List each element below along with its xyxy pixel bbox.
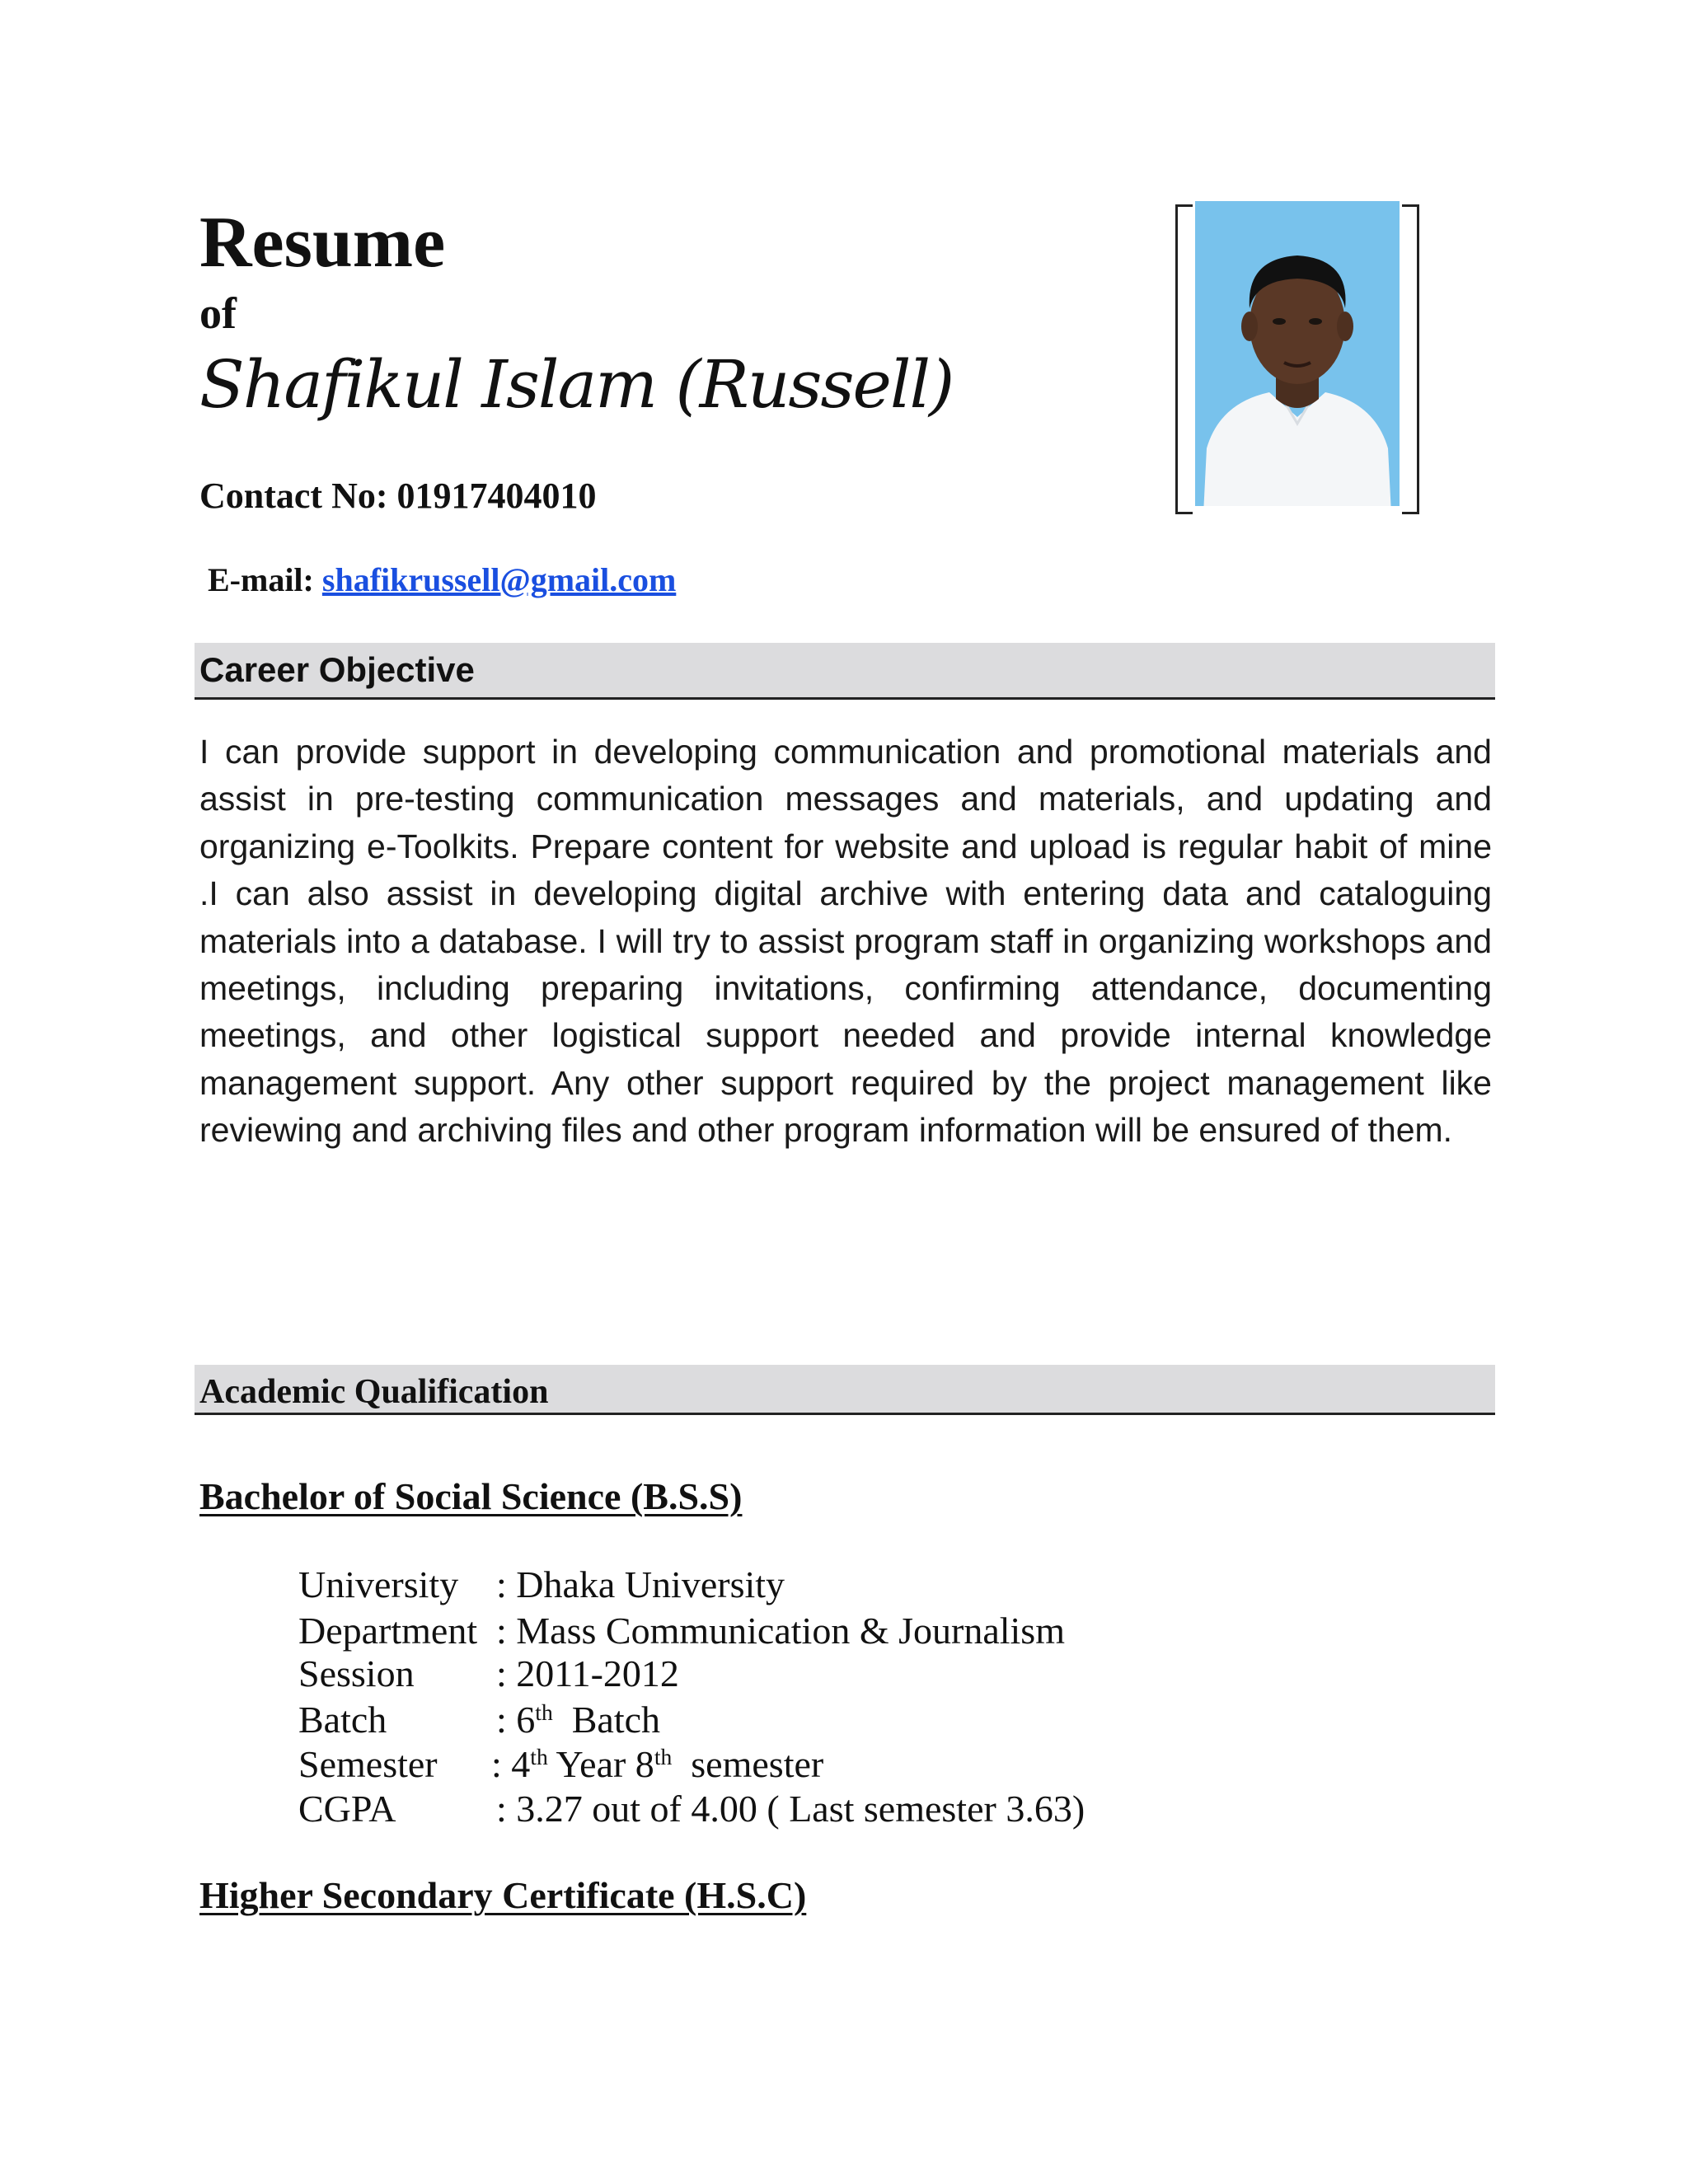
degree-bss-title: Bachelor of Social Science (B.S.S) <box>199 1475 743 1517</box>
session-label: Session <box>298 1652 415 1694</box>
academic-qualification-heading: Academic Qualification <box>199 1373 549 1411</box>
cgpa-value: : 3.27 out of 4.00 ( Last semester 3.63) <box>496 1788 1085 1830</box>
session-value: : 2011-2012 <box>496 1652 679 1694</box>
contact-line <box>199 471 597 521</box>
academic-qualification-header <box>195 1365 1495 1415</box>
semester-value: : 4th Year 8th semester <box>491 1743 824 1785</box>
career-objective-heading: Career Objective <box>199 650 475 689</box>
email-label: E-mail: <box>208 561 314 598</box>
resume-title: Resume <box>199 203 446 283</box>
batch-value: : 6th Batch <box>496 1699 661 1741</box>
university-label: University <box>298 1563 459 1605</box>
semester-label: Semester <box>298 1743 438 1785</box>
cgpa-label: CGPA <box>298 1788 396 1830</box>
batch-label: Batch <box>298 1699 387 1741</box>
career-objective-text: I can provide support in developing communication and promotional materials and assist in pre-testing communication messages and materials, and updating and organizing e-Toolkits. Prepare content for website and upload is regular habit of mine .I can also assist in developing digital archive with entering data and cataloguing materials into a database. I will try to assist program staff in organizing workshops and meetings, including preparing invitations, confirming attendance, documenting meetings, and other logistical support needed and provide internal knowledge management support. Any other support required by the project management like reviewing and archiving files and other program information will be ensured of them. <box>199 733 1492 1150</box>
university-value: : Dhaka University <box>496 1563 785 1605</box>
contact-number: 01917404010 <box>396 476 597 516</box>
degree-hsc-title: Higher Secondary Certificate (H.S.C) <box>199 1874 807 1916</box>
email-line <box>208 555 676 605</box>
department-value: : Mass Communication & Journalism <box>496 1610 1065 1652</box>
email-link[interactable]: shafikrussell@gmail.com <box>321 561 677 598</box>
resume-of: of <box>199 288 237 338</box>
department-label: Department <box>298 1610 478 1652</box>
career-objective-header <box>195 643 1495 700</box>
contact-label: Contact No: <box>199 476 388 516</box>
photo-frame <box>1175 204 1419 514</box>
candidate-name: Shafikul Islam (Russell) <box>199 346 954 423</box>
